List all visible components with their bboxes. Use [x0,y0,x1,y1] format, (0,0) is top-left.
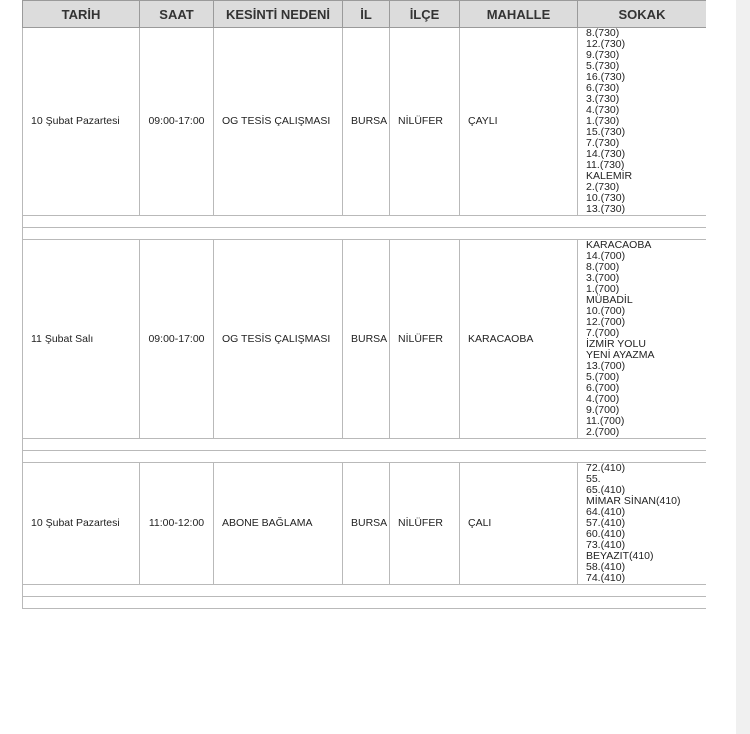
street-item: KARACAOBA [586,239,652,251]
cell-tarih: 10 Şubat Pazartesi [23,28,140,216]
street-item: 57.(410) [586,517,626,529]
cell-kesinti-nedeni: ABONE BAĞLAMA [214,463,343,585]
street-item: YENİ AYAZMA [586,349,655,361]
street-item: 10.(700) [586,305,626,317]
street-item: 12.(730) [586,38,626,50]
row-separator-cell [23,451,707,463]
row-separator-cell [23,597,707,609]
table-row [23,463,707,585]
street-item: 5.(730) [586,60,620,72]
cell-tarih: 11 Şubat Salı [23,240,140,439]
street-item: 4.(730) [586,104,620,116]
table-row [23,28,707,216]
table-row [23,240,707,439]
row-separator-cell [23,439,707,451]
street-item: 6.(700) [586,382,620,394]
street-item: İZMİR YOLU [586,338,646,350]
street-item: 55. [586,473,601,485]
street-item: MİMAR SİNAN(410) [586,495,681,507]
street-item: 12.(700) [586,316,626,328]
street-item: 4.(700) [586,393,620,405]
row-separator [23,585,707,597]
header-tarih: TARİH [23,1,140,28]
street-item: 8.(700) [586,261,620,273]
row-separator-cell [23,216,707,228]
cell-sokak [578,28,707,216]
street-item: 16.(730) [586,71,626,83]
street-item: 7.(700) [586,327,620,339]
right-scroll-gutter [736,0,750,734]
street-item: 11.(700) [586,415,625,427]
cell-saat: 11:00-12:00 [140,463,214,585]
header-saat: SAAT [140,1,214,28]
table-header-row [23,1,707,28]
street-item: 1.(700) [586,283,620,295]
street-item: 9.(700) [586,404,620,416]
street-item: 14.(700) [586,250,626,262]
cell-tarih: 10 Şubat Pazartesi [23,463,140,585]
street-item: 9.(730) [586,49,620,61]
cell-mahalle: ÇALI [460,463,578,585]
street-item: 58.(410) [586,561,626,573]
row-separator [23,228,707,240]
row-separator-cell [23,585,707,597]
street-item: 65.(410) [586,484,626,496]
street-item: 14.(730) [586,148,626,160]
cell-il: BURSA [343,28,390,216]
street-item: 60.(410) [586,528,626,540]
street-item: 2.(700) [586,426,620,438]
street-item: 8.(730) [586,27,620,39]
header-ilce: İLÇE [390,1,460,28]
cell-sokak [578,240,707,439]
street-item: 74.(410) [586,572,626,584]
cell-sokak [578,463,707,585]
street-item: 3.(700) [586,272,620,284]
cell-kesinti-nedeni: OG TESİS ÇALIŞMASI [214,28,343,216]
row-separator [23,216,707,228]
cell-mahalle: ÇAYLI [460,28,578,216]
cell-ilce: NİLÜFER [390,28,460,216]
street-item: 7.(730) [586,137,620,149]
cell-mahalle: KARACAOBA [460,240,578,439]
street-item: KALEMİR [586,170,633,182]
cell-saat: 09:00-17:00 [140,28,214,216]
street-item: 72.(410) [586,462,626,474]
header-sokak: SOKAK [578,1,707,28]
header-mahalle: MAHALLE [460,1,578,28]
street-item: BEYAZIT(410) [586,550,654,562]
street-item: 73.(410) [586,539,626,551]
cell-ilce: NİLÜFER [390,240,460,439]
row-separator [23,451,707,463]
row-separator [23,597,707,609]
street-item: 1.(730) [586,115,620,127]
header-kesinti-nedeni: KESİNTİ NEDENİ [214,1,343,28]
street-item: 5.(700) [586,371,620,383]
street-item: 64.(410) [586,506,626,518]
cell-kesinti-nedeni: OG TESİS ÇALIŞMASI [214,240,343,439]
street-item: 3.(730) [586,93,620,105]
cell-il: BURSA [343,240,390,439]
street-item: 11.(730) [586,159,625,171]
outage-table [22,0,706,609]
street-item: 13.(700) [586,360,626,372]
street-item: 13.(730) [586,203,626,215]
cell-il: BURSA [343,463,390,585]
street-item: 15.(730) [586,126,626,138]
street-item: MÜBADİL [586,294,633,306]
row-separator-cell [23,228,707,240]
row-separator [23,439,707,451]
header-il: İL [343,1,390,28]
cell-ilce: NİLÜFER [390,463,460,585]
street-item: 10.(730) [586,192,626,204]
street-item: 6.(730) [586,82,620,94]
outage-table-container [22,0,706,734]
street-item: 2.(730) [586,181,620,193]
cell-saat: 09:00-17:00 [140,240,214,439]
